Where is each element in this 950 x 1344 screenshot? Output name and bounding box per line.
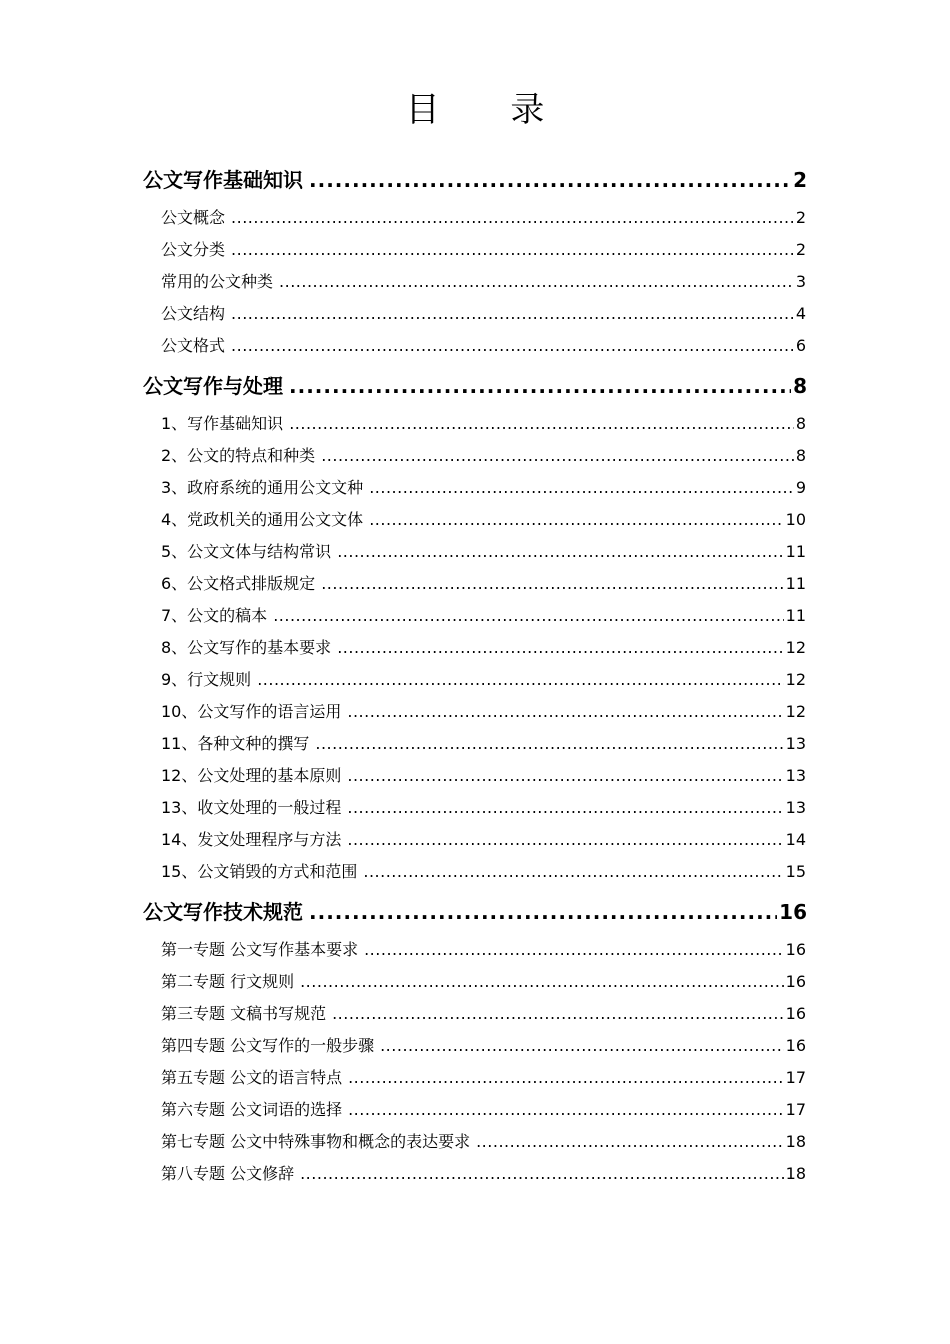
toc-page-number: 13 (785, 734, 806, 753)
toc-entry[interactable] (161, 632, 806, 664)
toc-page-number: 13 (785, 766, 806, 785)
toc-page-number: 16 (785, 1004, 806, 1023)
toc-section (0, 892, 950, 1194)
toc-page-number: 11 (785, 574, 806, 593)
toc-page-number: 12 (785, 702, 806, 721)
dot-leader (289, 366, 791, 406)
toc-entry-label: 公文概念 (161, 208, 226, 227)
toc-heading-label: 公文写作技术规范 (143, 900, 303, 924)
dot-leader (309, 892, 777, 932)
toc-entry[interactable] (161, 266, 806, 298)
toc-entry-label: 1、写作基础知识 (161, 414, 284, 433)
toc-section-heading[interactable] (143, 366, 807, 406)
toc-entry-label: 5、公文文体与结构常识 (161, 542, 332, 561)
toc-page-number: 2 (795, 240, 806, 259)
dot-leader (364, 934, 784, 966)
toc-entry[interactable] (161, 824, 806, 856)
dot-leader (347, 824, 783, 856)
dot-leader (300, 1158, 784, 1190)
toc-entry-label: 4、党政机关的通用公文文体 (161, 510, 364, 529)
dot-leader (231, 298, 794, 330)
dot-leader (363, 856, 783, 888)
dot-leader (348, 1094, 784, 1126)
toc-page-number: 14 (785, 830, 806, 849)
toc-entry-label: 6、公文格式排版规定 (161, 574, 316, 593)
toc-entry-label: 12、公文处理的基本原则 (161, 766, 342, 785)
toc-page-number: 2 (793, 168, 807, 192)
toc-entry-label: 第六专题 公文词语的选择 (161, 1100, 343, 1119)
dot-leader (231, 234, 794, 266)
toc-entry[interactable] (161, 536, 806, 568)
toc-entry[interactable] (161, 568, 806, 600)
toc-entry[interactable] (161, 234, 806, 266)
toc-entry[interactable] (161, 600, 806, 632)
toc-entry[interactable] (161, 408, 806, 440)
toc-page-number: 9 (795, 478, 806, 497)
toc-page-number: 17 (785, 1068, 806, 1087)
toc-entry-label: 7、公文的稿本 (161, 606, 268, 625)
toc-entry[interactable] (161, 298, 806, 330)
toc-entry-label: 14、发文处理程序与方法 (161, 830, 342, 849)
toc-page-number: 16 (779, 900, 807, 924)
toc-entry[interactable] (161, 966, 806, 998)
toc-entry-label: 2、公文的特点和种类 (161, 446, 316, 465)
toc-entry[interactable] (161, 472, 806, 504)
toc-section-heading[interactable] (143, 160, 807, 200)
dot-leader (309, 160, 791, 200)
toc-page-number: 12 (785, 670, 806, 689)
toc-page-number: 12 (785, 638, 806, 657)
toc-section (0, 366, 950, 892)
toc-page-number: 2 (795, 208, 806, 227)
toc-entry[interactable] (161, 760, 806, 792)
toc-entry-label: 10、公文写作的语言运用 (161, 702, 342, 721)
toc-page-number: 11 (785, 606, 806, 625)
toc-entry-label: 9、行文规则 (161, 670, 252, 689)
page-title: 目 录 (405, 90, 575, 130)
toc-entry[interactable] (161, 934, 806, 966)
dot-leader (347, 696, 783, 728)
toc-page-number: 3 (795, 272, 806, 291)
toc-entry-label: 15、公文销毁的方式和范围 (161, 862, 358, 881)
toc-section-heading[interactable] (143, 892, 807, 932)
dot-leader (279, 266, 794, 298)
toc-page-number: 18 (785, 1132, 806, 1151)
toc-page-number: 17 (785, 1100, 806, 1119)
toc-entry[interactable] (161, 1094, 806, 1126)
toc-page-number: 11 (785, 542, 806, 561)
toc-entry[interactable] (161, 664, 806, 696)
toc-page-number: 16 (785, 972, 806, 991)
dot-leader (348, 1062, 784, 1094)
toc-entry-label: 第五专题 公文的语言特点 (161, 1068, 343, 1087)
toc-entry[interactable] (161, 998, 806, 1030)
dot-leader (300, 966, 784, 998)
dot-leader (369, 472, 794, 504)
toc-entry[interactable] (161, 1030, 806, 1062)
toc-entry[interactable] (161, 1062, 806, 1094)
toc-entry[interactable] (161, 1158, 806, 1190)
toc-heading-label: 公文写作与处理 (143, 374, 283, 398)
toc-entry[interactable] (161, 330, 806, 362)
dot-leader (337, 632, 783, 664)
toc-page-number: 18 (785, 1164, 806, 1183)
dot-leader (476, 1126, 784, 1158)
toc-entry[interactable] (161, 440, 806, 472)
toc-entry-label: 8、公文写作的基本要求 (161, 638, 332, 657)
toc-entry-label: 13、收文处理的一般过程 (161, 798, 342, 817)
toc-entry[interactable] (161, 728, 806, 760)
dot-leader (332, 998, 784, 1030)
toc-heading-label: 公文写作基础知识 (143, 168, 303, 192)
toc-page-number: 8 (795, 446, 806, 465)
toc-page-number: 8 (795, 414, 806, 433)
dot-leader (231, 202, 794, 234)
toc-entry-label: 常用的公文种类 (161, 272, 274, 291)
toc-page-number: 16 (785, 940, 806, 959)
toc-entry[interactable] (161, 202, 806, 234)
toc-entry-label: 第三专题 文稿书写规范 (161, 1004, 327, 1023)
toc-page-number: 4 (795, 304, 806, 323)
toc-entry[interactable] (161, 856, 806, 888)
dot-leader (347, 760, 783, 792)
dot-leader (380, 1030, 784, 1062)
table-of-contents (0, 160, 950, 1194)
toc-entry-label: 11、各种文种的撰写 (161, 734, 310, 753)
toc-entry-label: 第一专题 公文写作基本要求 (161, 940, 359, 959)
toc-entry[interactable] (161, 696, 806, 728)
toc-entry-label: 公文结构 (161, 304, 226, 323)
dot-leader (321, 568, 783, 600)
dot-leader (257, 664, 783, 696)
toc-entry-label: 第二专题 行文规则 (161, 972, 295, 991)
dot-leader (347, 792, 783, 824)
toc-entry-label: 公文分类 (161, 240, 226, 259)
toc-page-number: 6 (795, 336, 806, 355)
dot-leader (289, 408, 794, 440)
toc-entry-label: 第八专题 公文修辞 (161, 1164, 295, 1183)
toc-page-number: 13 (785, 798, 806, 817)
toc-entry-label: 第七专题 公文中特殊事物和概念的表达要求 (161, 1132, 471, 1151)
dot-leader (315, 728, 783, 760)
toc-entry[interactable] (161, 792, 806, 824)
dot-leader (337, 536, 783, 568)
toc-page-number: 15 (785, 862, 806, 881)
toc-entry-label: 第四专题 公文写作的一般步骤 (161, 1036, 375, 1055)
toc-page-number: 10 (785, 510, 806, 529)
toc-entry[interactable] (161, 1126, 806, 1158)
dot-leader (369, 504, 783, 536)
toc-page-number: 16 (785, 1036, 806, 1055)
toc-page-number: 8 (793, 374, 807, 398)
dot-leader (321, 440, 794, 472)
section-spacer (0, 1190, 950, 1194)
toc-entry-label: 公文格式 (161, 336, 226, 355)
toc-entry[interactable] (161, 504, 806, 536)
dot-leader (231, 330, 794, 362)
toc-section (0, 160, 950, 366)
dot-leader (273, 600, 783, 632)
toc-entry-label: 3、政府系统的通用公文文种 (161, 478, 364, 497)
